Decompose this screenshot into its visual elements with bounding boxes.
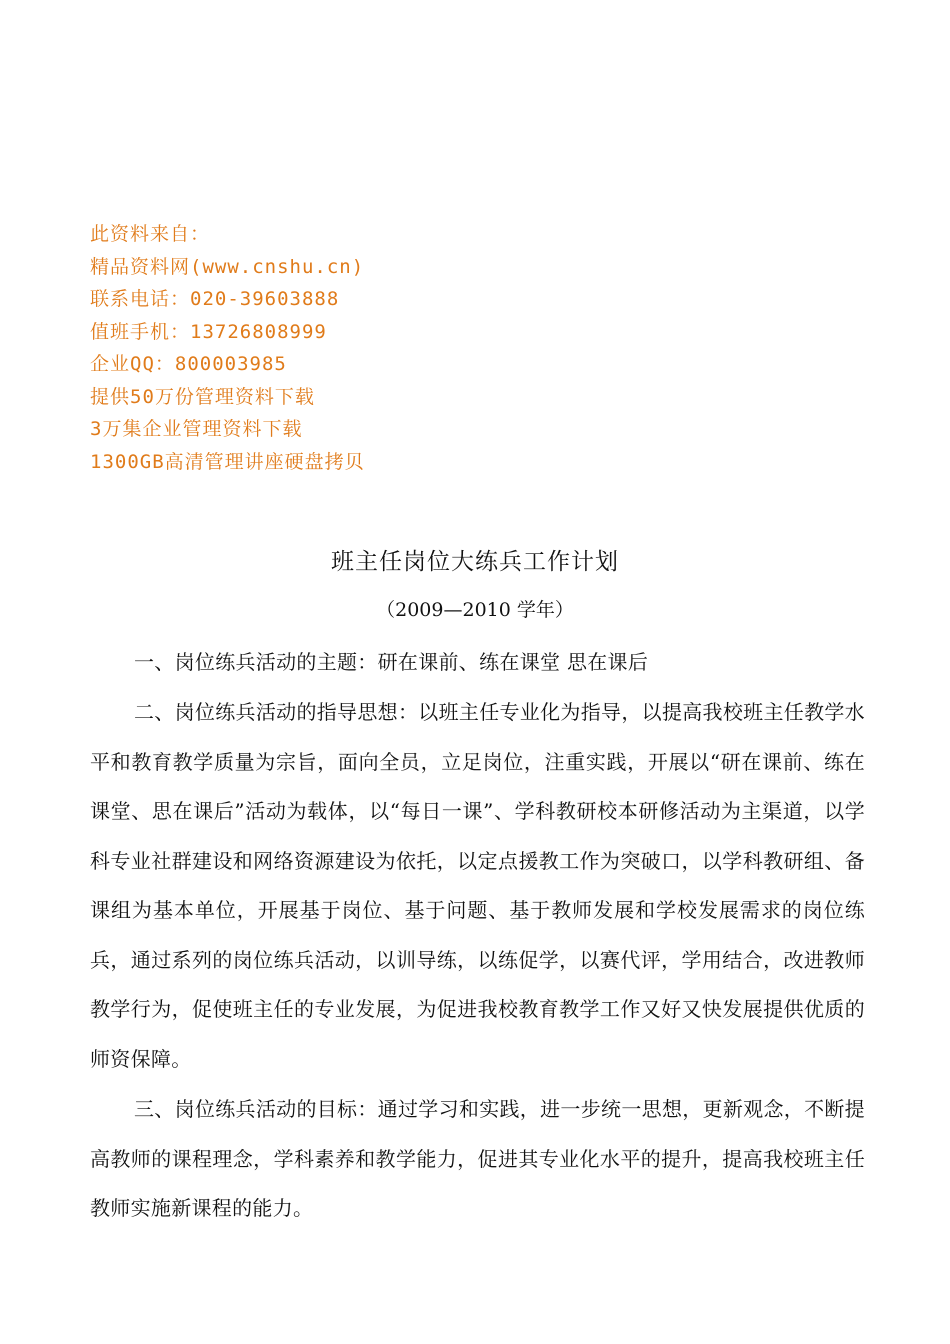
document-title: 班主任岗位大练兵工作计划 [331, 549, 619, 575]
source-line-phone: 联系电话：020-39603888 [90, 288, 340, 310]
source-line-origin: 此资料来自： [90, 223, 211, 245]
source-info-block [90, 218, 790, 478]
paragraph-guiding-thought: 二、岗位练兵活动的指导思想：以班主任专业化为指导，以提高我校班主任教学水平和教育教学质量为宗旨，面向全员，立足岗位，注重实践，开展以“研在课前、练在课堂、思在课后”活动为载体，以“每日一课”、学科教研校本研修活动为主渠道，以学科专业社群建设和网络资源建设为依托，以定点援教工作为突破口，以学科教研组、备课组为基本单位，开展基于岗位、基于问题、基于教师发展和学校发展需求的岗位练兵，通过系列的岗位练兵活动，以训导练，以练促学，以赛代评，学用结合，改进教师教学行为，促使班主任的专业发展，为促进我校教育教学工作又好又快发展提供优质的师资保障。 [90, 700, 865, 1071]
paragraph-theme: 一、岗位练兵活动的主题：研在课前、练在课堂 思在课后 [134, 650, 649, 674]
source-line-offer-1: 提供50万份管理资料下载 [90, 385, 315, 408]
source-line-offer-2: 3万集企业管理资料下载 [90, 418, 303, 440]
source-line-website: 精品资料网(www.cnshu.cn) [90, 255, 365, 278]
paragraph-goals: 三、岗位练兵活动的目标：通过学习和实践，进一步统一思想，更新观念，不断提高教师的课程理念，学科素养和教学能力，促进其专业化水平的提升，提高我校班主任教师实施新课程的能力。 [90, 1097, 865, 1220]
source-line-qq: 企业QQ：800003985 [90, 353, 287, 375]
source-line-mobile: 值班手机：13726808999 [90, 320, 327, 343]
source-line-offer-3: 1300GB高清管理讲座硬盘拷贝 [90, 450, 365, 473]
document-subtitle: （2009—2010 学年） [376, 599, 574, 621]
